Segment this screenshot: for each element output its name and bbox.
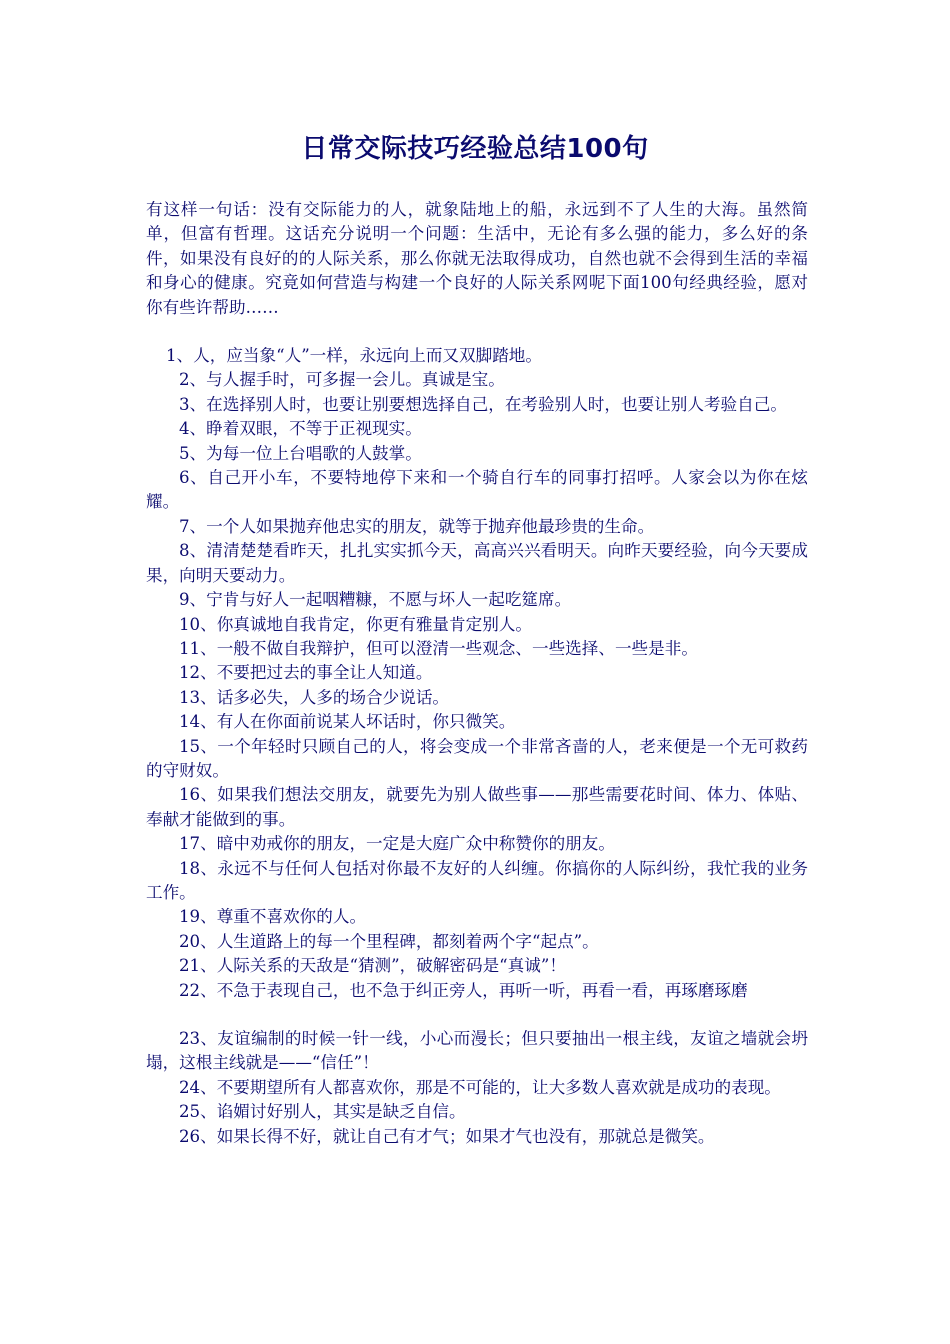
list-item: 17、暗中劝戒你的朋友，一定是大庭广众中称赞你的朋友。 bbox=[179, 834, 615, 854]
intro-paragraph: 有这样一句话：没有交际能力的人，就象陆地上的船，永远到不了人生的大海。虽然简单，但富有哲理。这话充分说明一个问题：生活中，无论有多么强的能力，多么好的条件，如果没有良好的的人际关系，那么你就无法取得成功，自然也就不会得到生活的幸福和身心的健康。究竟如何营造与构建一个良好的人际关系网呢下面100句经典经验，愿对你有些许帮助…… bbox=[146, 200, 808, 317]
list-item: 16、如果我们想法交朋友，就要先为别人做些事——那些需要花时间、体力、体贴、奉献才能做到的事。 bbox=[146, 785, 808, 829]
list-item: 10、你真诚地自我肯定，你更有雅量肯定别人。 bbox=[179, 614, 532, 634]
paragraph-gap bbox=[146, 1003, 808, 1027]
list-item: 21、人际关系的天敌是“猜测”，破解密码是“真诚”！ bbox=[179, 956, 566, 976]
list-item: 4、睁着双眼，不等于正视现实。 bbox=[179, 419, 422, 439]
list-item: 1、人，应当象“人”一样，永远向上而又双脚踏地。 bbox=[166, 346, 542, 366]
list-item: 7、一个人如果抛弃他忠实的朋友，就等于抛弃他最珍贵的生命。 bbox=[179, 516, 655, 536]
list-item: 2、与人握手时，可多握一会儿。真诚是宝。 bbox=[179, 370, 505, 390]
list-item: 18、永远不与任何人包括对你最不友好的人纠缠。你搞你的人际纠纷，我忙我的业务工作。 bbox=[146, 858, 808, 902]
list-item: 13、话多必失，人多的场合少说话。 bbox=[179, 687, 450, 707]
list-item: 23、友谊编制的时候一针一线，小心而漫长；但只要抽出一根主线，友谊之墙就会坍塌，这根主线就是——“信任”！ bbox=[146, 1029, 808, 1073]
list-item: 12、不要把过去的事全让人知道。 bbox=[179, 663, 433, 683]
document-title: 日常交际技巧经验总结100句 bbox=[301, 134, 649, 164]
list-item: 25、谄媚讨好别人，其实是缺乏自信。 bbox=[179, 1102, 466, 1122]
list-item: 24、不要期望所有人都喜欢你，那是不可能的，让大多数人喜欢就是成功的表现。 bbox=[179, 1077, 781, 1097]
list-item: 3、在选择别人时，也要让别要想选择自己，在考验别人时，也要让别人考验自己。 bbox=[179, 394, 787, 414]
list-item: 22、不急于表现自己，也不急于纠正旁人，再听一听，再看一看，再琢磨琢磨 bbox=[179, 980, 748, 1000]
list-item: 19、尊重不喜欢你的人。 bbox=[179, 907, 367, 927]
list-item: 6、自己开小车，不要特地停下来和一个骑自行车的同事打招呼。人家会以为你在炫耀。 bbox=[146, 468, 808, 512]
list-item: 15、一个年轻时只顾自己的人，将会变成一个非常吝啬的人，老来便是一个无可救药的守财奴。 bbox=[146, 736, 808, 780]
list-item: 14、有人在你面前说某人坏话时，你只微笑。 bbox=[179, 712, 516, 732]
list-item: 5、为每一位上台唱歌的人鼓掌。 bbox=[179, 443, 422, 463]
list-item: 11、一般不做自我辩护，但可以澄清一些观念、一些选择、一些是非。 bbox=[179, 638, 698, 658]
list-item: 20、人生道路上的每一个里程碑，都刻着两个字“起点”。 bbox=[179, 931, 599, 951]
list-item: 9、宁肯与好人一起咽糟糠，不愿与坏人一起吃筵席。 bbox=[179, 590, 572, 610]
list-item: 26、如果长得不好，就让自己有才气；如果才气也没有，那就总是微笑。 bbox=[179, 1126, 715, 1146]
list-item: 8、清清楚楚看昨天，扎扎实实抓今天，高高兴兴看明天。向昨天要经验，向今天要成果，向明天要动力。 bbox=[146, 541, 808, 585]
document-body bbox=[146, 198, 808, 1149]
